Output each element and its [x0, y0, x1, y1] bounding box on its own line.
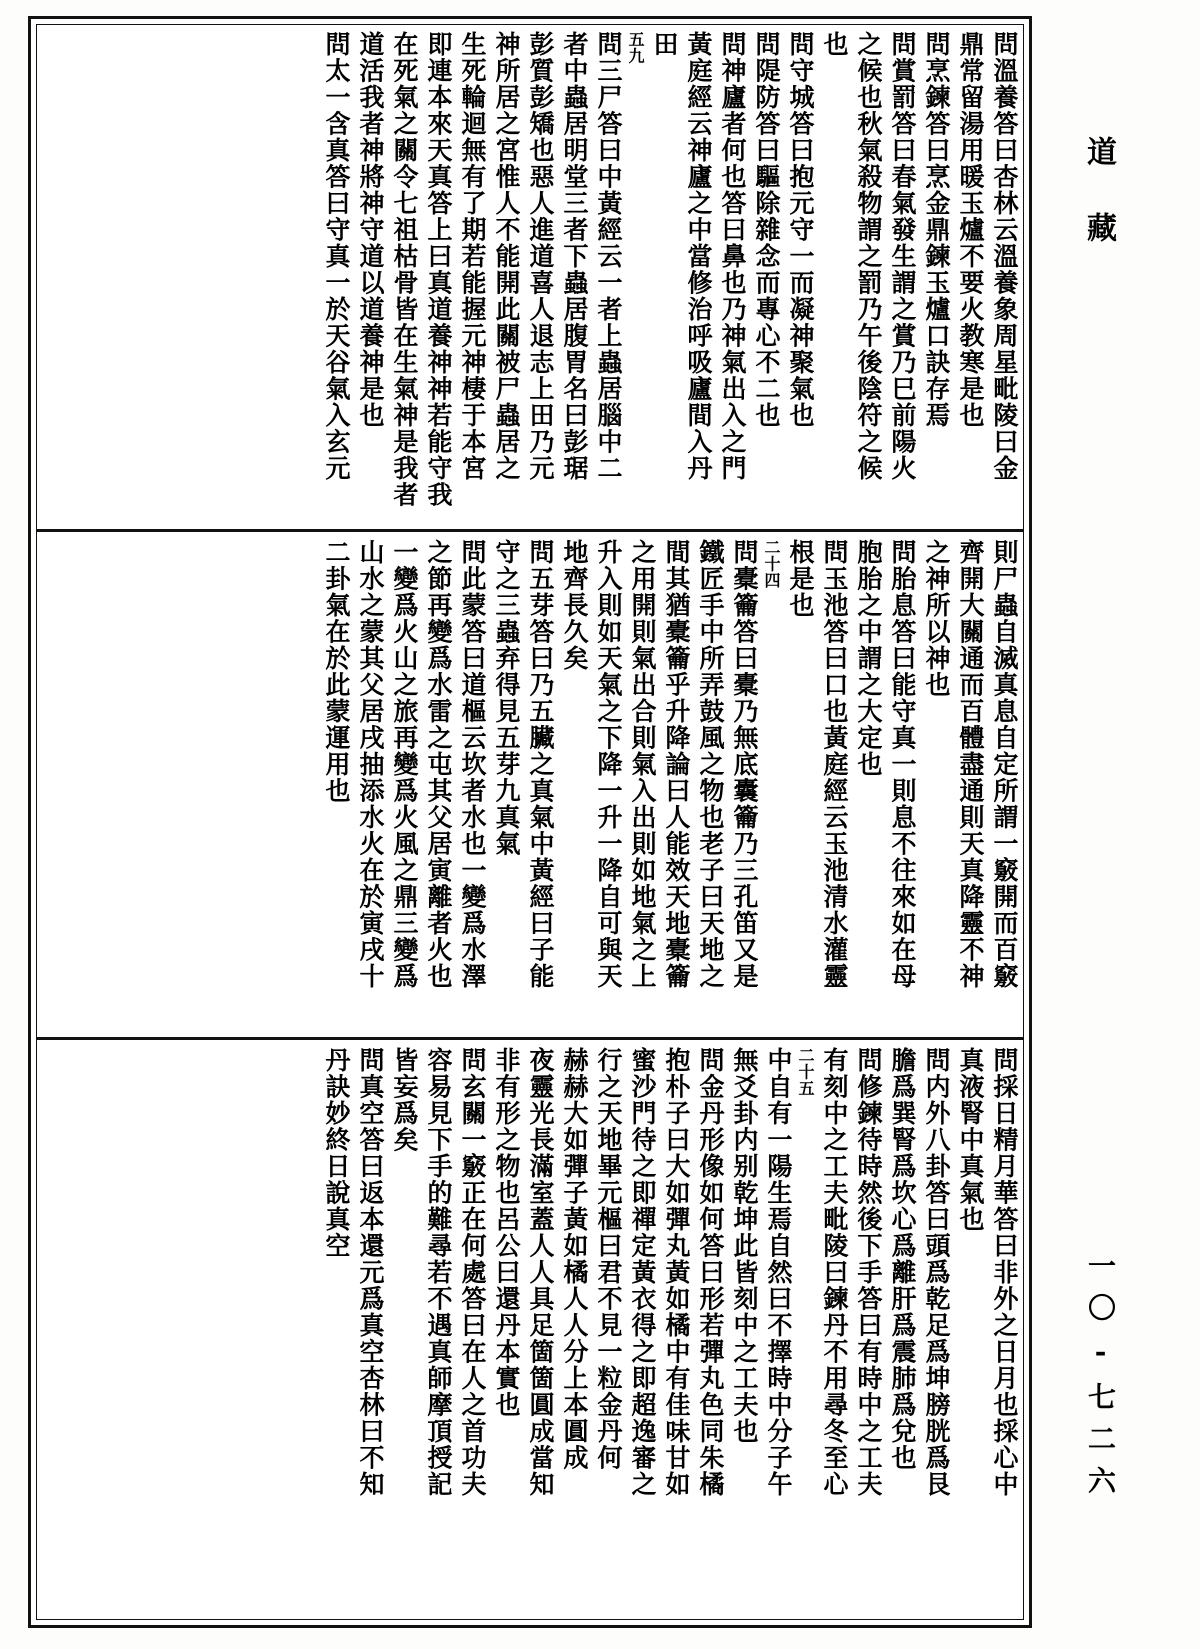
text-column: 問胎息答曰能守真一則息不往來如在母 [888, 539, 917, 990]
text-column: 問賞罰答曰春氣發生謂之賞乃巳前陽火 [888, 31, 917, 482]
text-column: 抱朴子曰大如彈丸黃如橘中有佳味甘如 [662, 1047, 691, 1498]
text-column: 間其猶橐籥乎升降論曰人能效天地橐籥 [662, 539, 691, 990]
text-column: 守之三蟲弃得見五芽九真氣 [492, 539, 521, 857]
text-columns-top [37, 27, 1023, 527]
text-column: 問此蒙答曰道樞云坎者水也一變爲水澤 [458, 539, 487, 990]
text-column: 問神廬者何也答曰鼻也乃神氣出入之門 [718, 31, 747, 482]
text-column: 二卦氣在於此蒙運用也 [322, 539, 351, 804]
text-column: 問三尸答曰中黃經云一者上蟲居腦中二 [594, 31, 623, 482]
text-column: 非有形之物也呂公曰還丹本實也 [492, 1047, 521, 1418]
text-band-top [37, 27, 1023, 527]
text-column: 問守城答曰抱元守一而凝神聚氣也 [786, 31, 815, 429]
text-column: 之候也秋氣殺物謂之罰乃午後陰符之候 [854, 31, 883, 482]
text-column: 田 [650, 31, 679, 58]
text-column: 蜜沙門待之即禪定黃衣得之即超逸審之 [628, 1047, 657, 1498]
text-column: 問五芽答曰乃五臟之真氣中黃經曰子能 [526, 539, 555, 990]
text-column: 地齊長久矣 [560, 539, 589, 672]
text-column: 問溫養答曰杏林云溫養象周星毗陵曰金 [990, 31, 1019, 482]
text-column: 問修鍊待時然後下手答曰有時中之工夫 [854, 1047, 883, 1498]
text-column: 則尸蟲自滅真息自定所謂一竅開而百竅 [990, 539, 1019, 990]
text-column: 即連本來天真答上曰真道養神神若能守我 [424, 31, 453, 508]
text-column: 夜靈光長滿室蓋人人具足箇箇圓成當知 [526, 1047, 555, 1498]
text-column: 問真空答曰返本還元爲真空杏林曰不知 [356, 1047, 385, 1498]
text-column: 膽爲巽腎爲坎心爲離肝爲震肺爲兌也 [888, 1047, 917, 1471]
text-column: 問隄防答曰驅除雜念而專心不二也 [752, 31, 781, 429]
text-column: 之節再變爲水雷之屯其父居寅離者火也 [424, 539, 453, 990]
text-column: 無爻卦内别乾坤此皆刻中之工夫也 [730, 1047, 759, 1445]
text-column: 真液腎中真氣也 [956, 1047, 985, 1233]
text-column: 問玄關一竅正在何處答曰在人之首功夫 [458, 1047, 487, 1498]
column-annotation: 二十五 [796, 1047, 815, 1097]
text-column: 一變爲火山之旅再變爲火風之鼎三變爲 [390, 539, 419, 990]
text-column: 鐵匠手中所弄鼓風之物也老子曰天地之 [696, 539, 725, 990]
column-annotation: 二十四 [762, 539, 781, 589]
band-separator [37, 529, 1023, 532]
text-column: 彭質彭矯也惡人進道喜人退志上田乃元 [526, 31, 555, 482]
page-number: 一〇-七二六 [1084, 1251, 1117, 1508]
column-annotation: 五九 [626, 31, 645, 64]
text-column: 者中蟲居明堂三者下蟲居腹胃名曰彭琚 [560, 31, 589, 482]
text-column: 問玉池答曰口也黃庭經云玉池清水灌靈 [820, 539, 849, 990]
page-frame [28, 16, 1032, 1628]
text-column: 問太一含真答曰守真一於天谷氣入玄元 [322, 31, 351, 482]
text-column: 黃庭經云神廬之中當修治呼吸廬間入丹 [684, 31, 713, 482]
text-column: 問烹鍊答曰烹金鼎鍊玉爐口訣存焉 [922, 31, 951, 429]
text-column: 問採日精月華答曰非外之日月也採心中 [990, 1047, 1019, 1498]
text-column: 有刻中之工夫毗陵曰鍊丹不用尋冬至心 [820, 1047, 849, 1498]
text-band-middle [37, 535, 1023, 1035]
text-column: 之神所以神也 [922, 539, 951, 698]
text-column: 中自有一陽生焉自然曰不擇時中分子午 [764, 1047, 793, 1498]
text-column: 胞胎之中謂之大定也 [854, 539, 883, 778]
text-column: 問内外八卦答曰頭爲乾足爲坤膀胱爲艮 [922, 1047, 951, 1498]
text-column: 問金丹形像如何答曰形若彈丸色同朱橘 [696, 1047, 725, 1498]
text-column: 也 [820, 31, 849, 58]
collection-title: 道藏 [1081, 136, 1116, 288]
text-column: 行之天地畢元樞曰君不見一粒金丹何 [594, 1047, 623, 1471]
text-column: 道活我者神將神守道以道養神是也 [356, 31, 385, 429]
text-column: 山水之蒙其父居戌抽添水火在於寅戌十 [356, 539, 385, 990]
text-band-bottom [37, 1043, 1023, 1615]
text-column: 問橐籥答曰橐乃無底囊籥乃三孔笛又是 [730, 539, 759, 990]
text-column: 皆妄爲矣 [390, 1047, 419, 1153]
text-column: 在死氣之關令七祖枯骨皆在生氣神是我者 [390, 31, 419, 508]
text-column: 之用開則氣出合則氣入出則如地氣之上 [628, 539, 657, 990]
text-column: 齊開大關通而百體盡通則天真降靈不神 [956, 539, 985, 990]
text-column: 生死輪迴無有了期若能握元神棲于本宮 [458, 31, 487, 482]
text-column: 神所居之宮惟人不能開此關被尸蟲居之 [492, 31, 521, 482]
text-column: 升入則如天氣之下降一升一降自可與天 [594, 539, 623, 990]
text-column: 赫赫大如彈子黃如橘人人分上本圓成 [560, 1047, 589, 1471]
text-column: 鼎常留湯用暖玉爐不要火教寒是也 [956, 31, 985, 429]
page-margin [1046, 16, 1176, 1628]
text-column: 容易見下手的難尋若不遇真師摩頂授記 [424, 1047, 453, 1498]
band-separator [37, 1037, 1023, 1040]
text-column: 根是也 [786, 539, 815, 619]
text-columns-middle [37, 535, 1023, 1035]
text-columns-bottom [37, 1043, 1023, 1615]
text-column: 丹訣妙終日說真空 [322, 1047, 351, 1259]
